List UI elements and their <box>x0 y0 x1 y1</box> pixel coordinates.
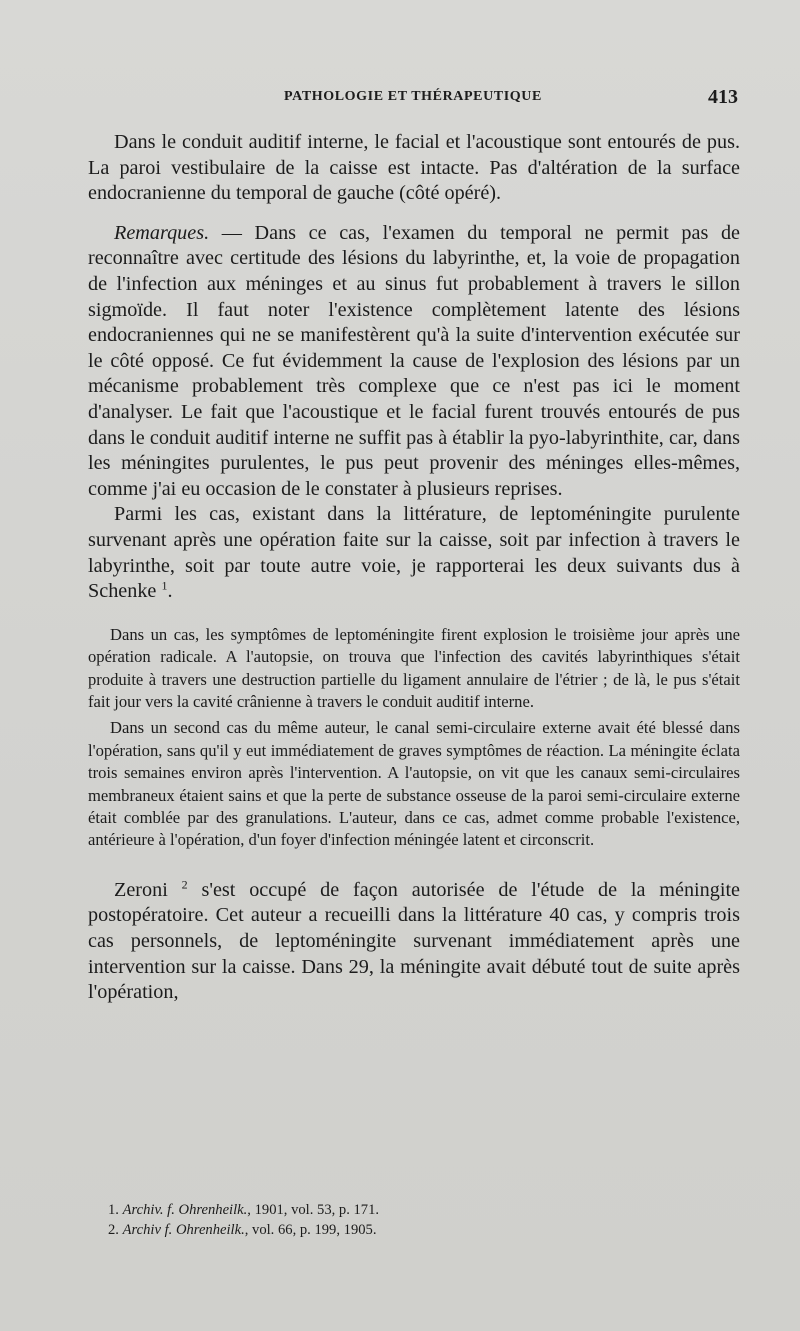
footnotes <box>108 1200 728 1240</box>
paragraph-autopsy-findings: Dans le conduit auditif interne, le facial et l'acoustique sont entourés de pus. La paroi vestibulaire de la caisse est intacte. Pas d'altération de la surface endocranienne du temporal de gauche (côté opéré). <box>88 131 740 205</box>
remarques-label: Remarques. <box>114 221 210 244</box>
footnote-2-number: 2. <box>108 1222 119 1238</box>
case-two: Dans un second cas du même auteur, le canal semi-circulaire externe avait été blessé dans l'opération, sans qu'il y eut immédiatement de graves symptômes de réaction. La méningite éclata trois semaines environ après l'intervention. A l'autopsie, on vit que les canaux semi-circulaires membraneux étaient sains et que la perte de substance osseuse de la paroi semi-circulaire externe était comblée par des granulations. L'auteur, dans ce cas, admet comme probable l'existence, antérieure à l'opération, d'un foyer d'infection méningée latent et circonscrit. <box>88 718 740 850</box>
paragraph-zeroni <box>88 878 740 1006</box>
footnote-2-journal: Archiv f. Ohrenheilk. <box>122 1222 245 1238</box>
running-head: PATHOLOGIE ET THÉRAPEUTIQUE <box>284 89 542 104</box>
footnote-1-journal: Archiv. f. Ohrenheilk. <box>122 1202 248 1218</box>
footnote-2 <box>108 1220 728 1240</box>
footnote-2-details: , vol. 66, p. 199, 1905. <box>244 1222 377 1238</box>
schenke-period: . <box>167 580 173 603</box>
footnote-1-number: 1. <box>108 1202 119 1218</box>
footnote-ref-1[interactable]: 1 <box>161 578 168 593</box>
remarques-text: Dans ce cas, l'examen du temporal ne permit pas de reconnaître avec certitude des lésions du labyrinthe, et, la voie de propagation de l'infection aux méninges et au sinus fut probablement à travers le sillon sigmoïde. Il faut noter l'existence complètement latente des lésions endocraniennes qui ne se manifestèrent qu'à la suite d'intervention exécutée sur le côté opposé. Ce fut évidemment la cause de l'explosion des lésions par un mécanisme probablement très complexe que ce n'est pas ici le moment d'analyser. Le fait que l'acoustique et le facial furent trouvés entourés de pus dans le conduit auditif interne ne suffit pas à établir la pyo-labyrinthite, car, dans les méningites purulentes, le pus peut provenir des méninges elles-mêmes, comme j'ai eu occasion de le constater à plusieurs reprises. <box>88 221 740 500</box>
page-number: 413 <box>708 86 738 108</box>
zeroni-name: Zeroni <box>114 878 168 901</box>
paragraph-schenke <box>88 502 740 604</box>
footnote-1-details: , 1901, vol. 53, p. 171. <box>247 1202 380 1218</box>
case-one: Dans un cas, les symptômes de leptoméningite firent explosion le troisième jour après une opération radicale. A l'autopsie, on trouva que l'infection des cavités labyrinthiques s'était produite à travers une destruction partielle du ligament annulaire de l'étrier ; de là, le pus s'était fait jour vers la cavité crânienne à travers le conduit auditif interne. <box>88 624 740 711</box>
body-text <box>88 130 740 1006</box>
zeroni-text: s'est occupé de façon autorisée de l'étude de la méningite postopératoire. Cet auteur a recueilli dans la littérature 40 cas, y compris trois cas personnels, de leptoméningite survenant immédiatement après une intervention sur la caisse. Dans 29, la méningite avait débuté tout de suite après l'opération, <box>88 878 741 1004</box>
schenke-text: Parmi les cas, existant dans la littérature, de leptoméningite purulente survenant après une opération faite sur la caisse, soit par infection à travers le labyrinthe, soit par toute autre voie, je rapporterai les deux suivants dus à Schenke <box>88 503 740 603</box>
quoted-cases <box>88 624 740 852</box>
footnote-ref-2[interactable]: 2 <box>181 877 188 892</box>
remarques-dash: — <box>209 221 255 244</box>
footnote-1 <box>108 1200 728 1220</box>
page-header <box>88 86 738 110</box>
paragraph-remarques <box>88 221 740 503</box>
